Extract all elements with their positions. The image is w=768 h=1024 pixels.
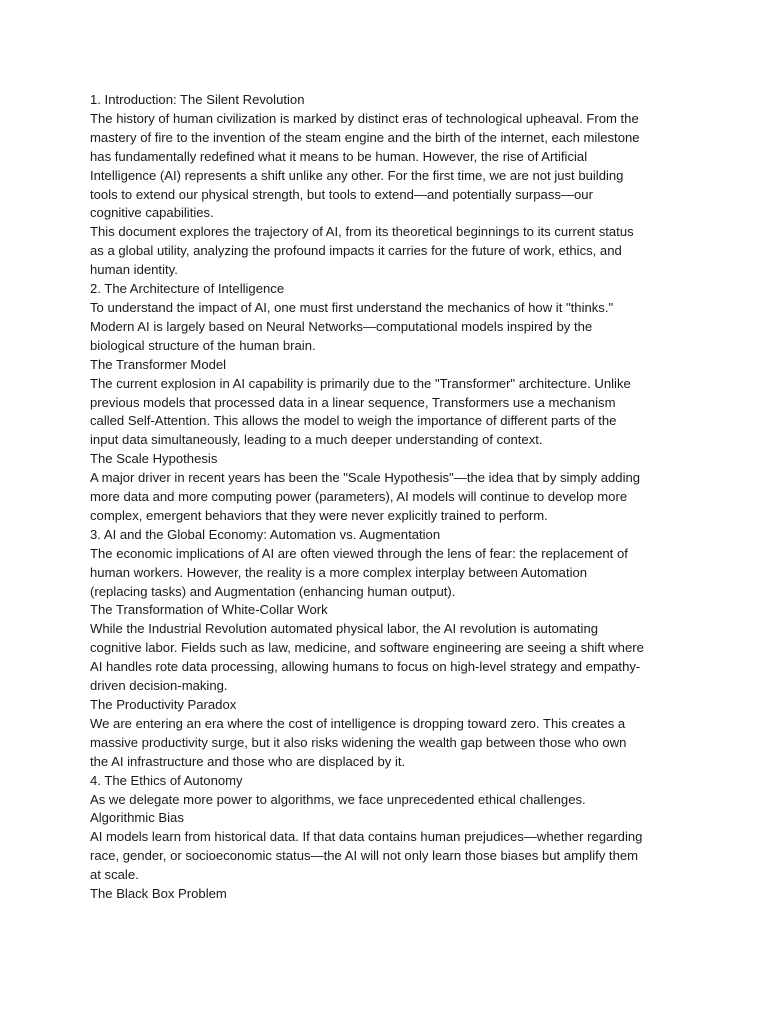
paragraph-line: This document explores the trajectory of AI, from its theoretical beginnings to its current status xyxy=(90,224,634,240)
paragraph-line: as a global utility, analyzing the profound impacts it carries for the future of work, ethics, and xyxy=(90,243,622,259)
paragraph-line: A major driver in recent years has been the "Scale Hypothesis"—the idea that by simply adding xyxy=(90,470,641,486)
paragraph-line: the AI infrastructure and those who are displaced by it. xyxy=(90,753,406,769)
paragraph-line: massive productivity surge, but it also risks widening the wealth gap between those who own xyxy=(90,734,627,750)
paragraph-line: more data and more computing power (parameters), AI models will continue to develop more xyxy=(90,489,628,505)
paragraph-line: race, gender, or socioeconomic status—the AI will not only learn those biases but amplify them xyxy=(90,848,639,864)
subheading-transformer-model: The Transformer Model xyxy=(90,356,227,372)
subheading-scale-hypothesis: The Scale Hypothesis xyxy=(90,451,218,467)
subheading-algorithmic-bias: Algorithmic Bias xyxy=(90,810,184,826)
paragraph-line: mastery of fire to the invention of the steam engine and the birth of the internet, each milestone xyxy=(90,129,640,145)
document-body xyxy=(90,91,690,904)
paragraph-line: human workers. However, the reality is a more complex interplay between Automation xyxy=(90,564,588,580)
paragraph-line: We are entering an era where the cost of intelligence is dropping toward zero. This creates a xyxy=(90,715,626,731)
section-heading-introduction: 1. Introduction: The Silent Revolution xyxy=(90,92,305,107)
paragraph-line: The history of human civilization is marked by distinct eras of technological upheaval. From the xyxy=(90,110,639,126)
paragraph-line: Intelligence (AI) represents a shift unlike any other. For the first time, we are not just building xyxy=(90,167,624,183)
paragraph-line: AI handles rote data processing, allowing humans to focus on high-level strategy and empathy- xyxy=(90,659,641,675)
paragraph-line: AI models learn from historical data. If that data contains human prejudices—whether regarding xyxy=(90,829,643,845)
paragraph-line: As we delegate more power to algorithms, we face unprecedented ethical challenges. xyxy=(90,791,586,807)
section-heading-ethics: 4. The Ethics of Autonomy xyxy=(90,772,243,788)
paragraph-line: The economic implications of AI are often viewed through the lens of fear: the replacement of xyxy=(90,545,628,561)
paragraph-line: Modern AI is largely based on Neural Networks—computational models inspired by the xyxy=(90,318,593,334)
paragraph-line: tools to extend our physical strength, but tools to extend—and potentially surpass—our xyxy=(90,186,593,202)
subheading-black-box-problem: The Black Box Problem xyxy=(90,886,227,902)
paragraph-line: biological structure of the human brain. xyxy=(90,337,316,353)
section-heading-global-economy: 3. AI and the Global Economy: Automation vs. Augmentation xyxy=(90,526,441,542)
paragraph-line: complex, emergent behaviors that they were never explicitly trained to perform. xyxy=(90,507,548,523)
subheading-white-collar-work: The Transformation of White-Collar Work xyxy=(90,602,328,618)
paragraph-line: The current explosion in AI capability is primarily due to the "Transformer" architecture. Unlike xyxy=(90,375,631,391)
paragraph-line: at scale. xyxy=(90,867,139,883)
paragraph-line: To understand the impact of AI, one must first understand the mechanics of how it "thinks." xyxy=(90,299,614,315)
paragraph-line: has fundamentally redefined what it means to be human. However, the rise of Artificial xyxy=(90,148,588,164)
paragraph-line: previous models that processed data in a linear sequence, Transformers use a mechanism xyxy=(90,394,616,410)
subheading-productivity-paradox: The Productivity Paradox xyxy=(90,697,237,712)
paragraph-line: called Self-Attention. This allows the model to weigh the importance of different parts of the xyxy=(90,413,617,429)
section-heading-architecture: 2. The Architecture of Intelligence xyxy=(90,281,285,297)
paragraph-line: input data simultaneously, leading to a much deeper understanding of context. xyxy=(90,432,543,448)
paragraph-line: human identity. xyxy=(90,262,178,278)
paragraph-line: While the Industrial Revolution automated physical labor, the AI revolution is automating xyxy=(90,621,599,637)
paragraph-line: (replacing tasks) and Augmentation (enhancing human output). xyxy=(90,583,456,599)
paragraph-line: driven decision-making. xyxy=(90,678,228,694)
paragraph-line: cognitive labor. Fields such as law, medicine, and software engineering are seeing a shift where xyxy=(90,640,644,656)
paragraph-line: cognitive capabilities. xyxy=(90,205,214,221)
